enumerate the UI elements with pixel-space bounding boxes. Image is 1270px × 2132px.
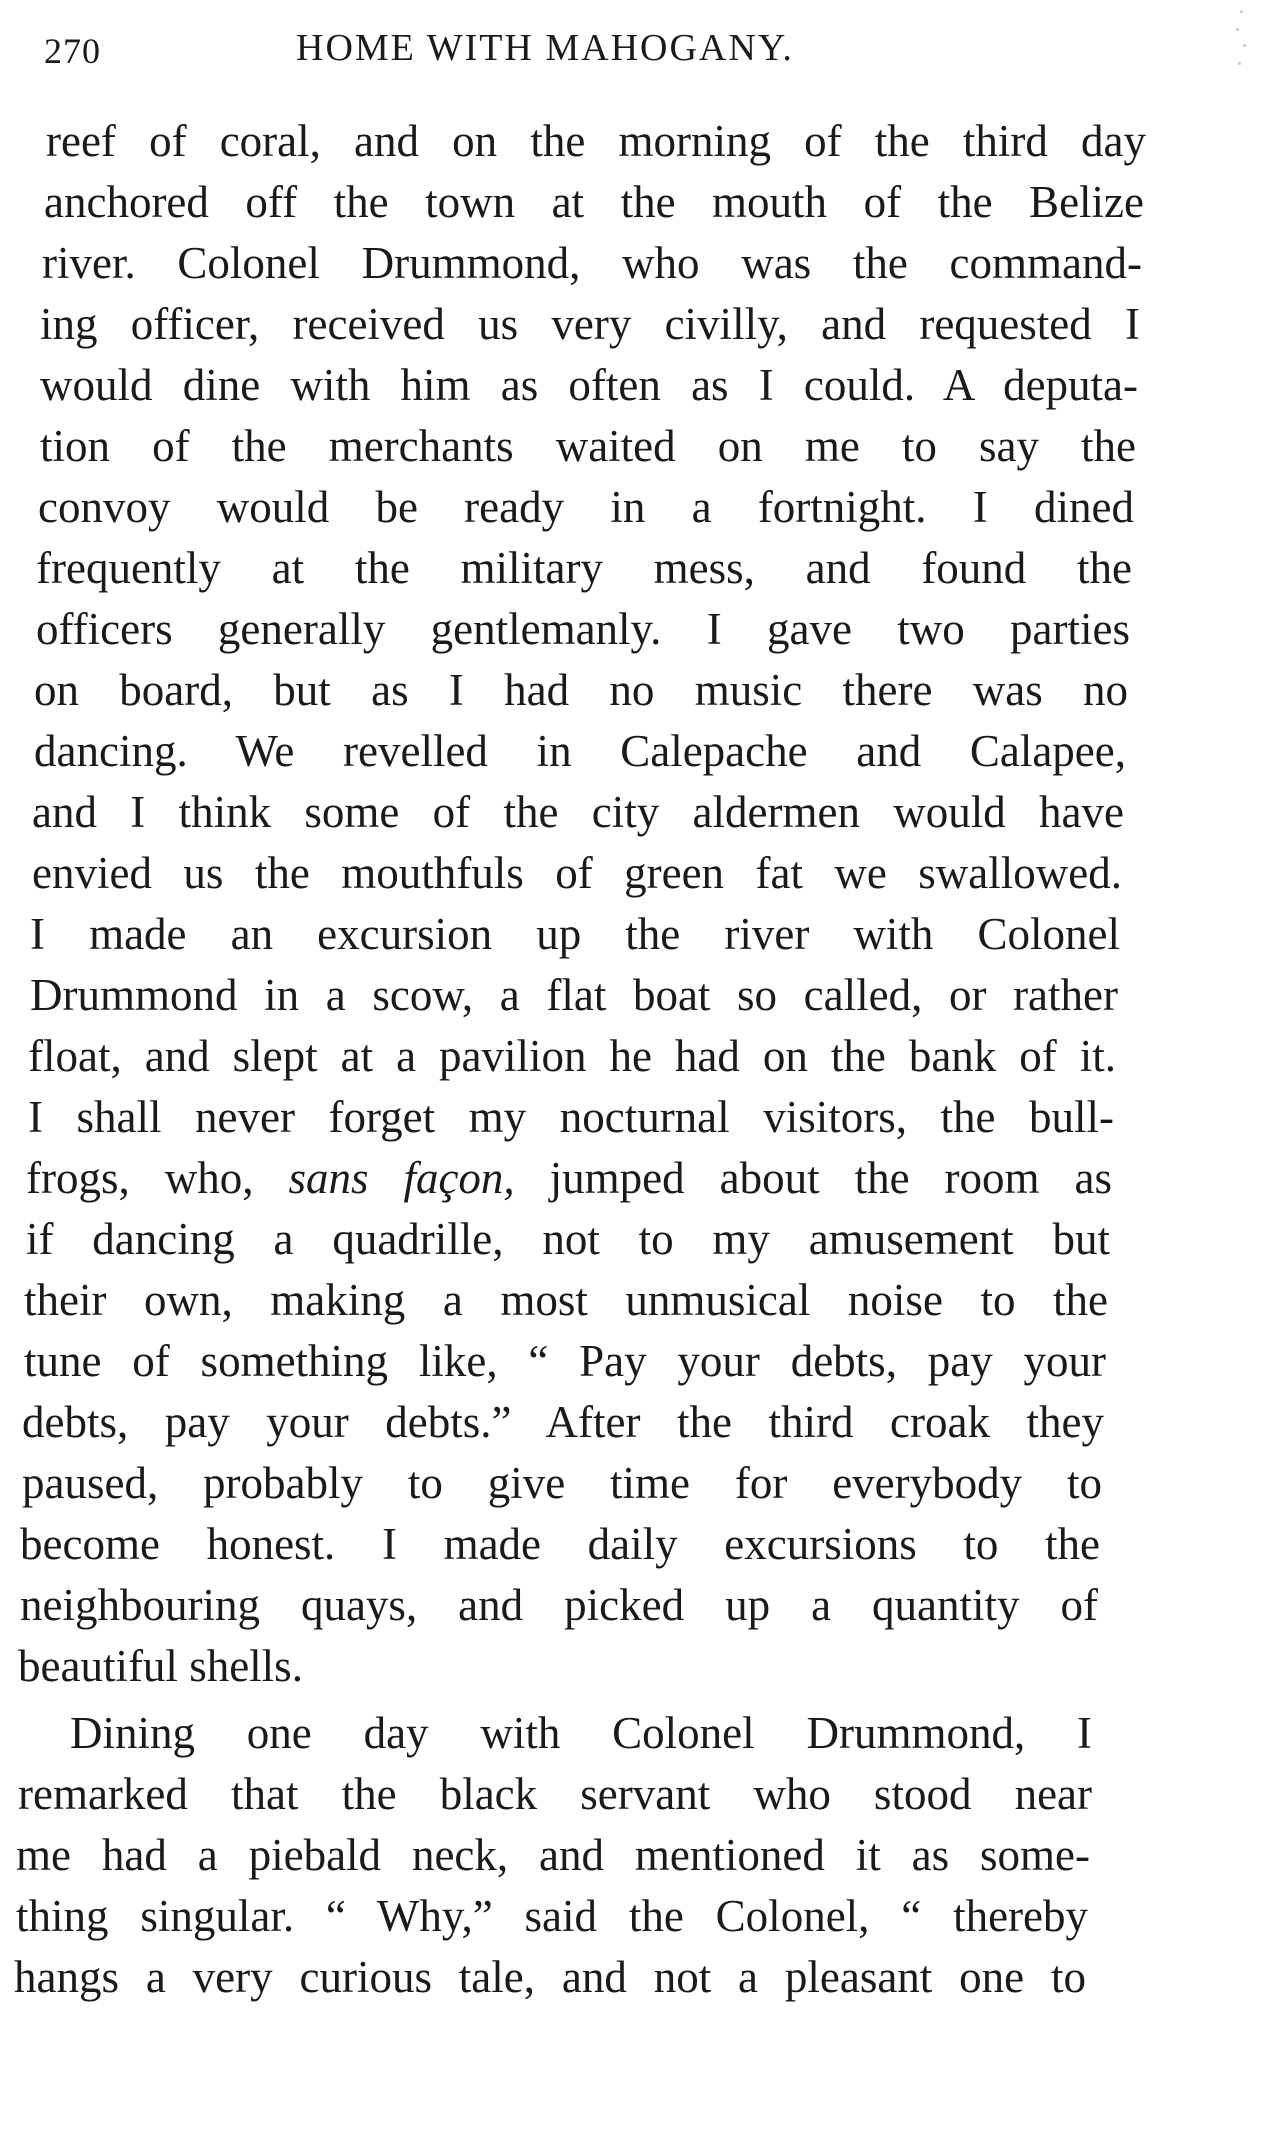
- text-line: become honest. I made daily excursions to the: [20, 1519, 1100, 1569]
- italic-phrase: sans façon,: [288, 1153, 515, 1203]
- running-head: [44, 22, 1124, 82]
- running-title: HOME WITH MAHOGANY.: [296, 27, 794, 69]
- text-line: I made an excursion up the river with Colonel: [30, 909, 1120, 959]
- text-line-italic-phrase: [26, 1147, 1112, 1209]
- text-line: beautiful shells.: [18, 1641, 303, 1691]
- text-line: hangs a very curious tale, and not a pleasant one to: [14, 1952, 1086, 2002]
- paragraph-first-line: Dining one day with Colonel Drummond, I: [70, 1708, 1092, 1758]
- text-line: anchored off the town at the mouth of the Belize: [44, 177, 1144, 227]
- text-segment: jumped about the room as: [514, 1153, 1113, 1203]
- text-line: remarked that the black servant who stood near: [18, 1769, 1092, 1819]
- text-line: ing officer, received us very civilly, and requested I: [40, 299, 1140, 349]
- text-line: envied us the mouthfuls of green fat we swallowed.: [32, 848, 1122, 898]
- text-line: convoy would be ready in a fortnight. I dined: [38, 482, 1134, 532]
- text-line: and I think some of the city aldermen would have: [32, 787, 1124, 837]
- text-line: thing singular. “ Why,” said the Colonel, “ thereby: [16, 1891, 1088, 1941]
- text-segment: frogs, who,: [26, 1153, 289, 1203]
- text-line: me had a piebald neck, and mentioned it as some-: [16, 1830, 1090, 1880]
- text-line: river. Colonel Drummond, who was the command-: [42, 238, 1142, 288]
- text-line: would dine with him as often as I could. A deputa-: [40, 360, 1138, 410]
- text-line: Drummond in a scow, a flat boat so called, or rather: [30, 970, 1118, 1020]
- text-line: paused, probably to give time for everybody to: [22, 1458, 1102, 1508]
- text-line: I shall never forget my nocturnal visitors, the bull-: [28, 1092, 1114, 1142]
- text-line: reef of coral, and on the morning of the third day: [46, 116, 1146, 166]
- text-line: their own, making a most unmusical noise to the: [24, 1275, 1108, 1325]
- text-line: dancing. We revelled in Calepache and Calapee,: [34, 726, 1126, 776]
- page-number: 270: [44, 31, 101, 71]
- text-line: tion of the merchants waited on me to say the: [40, 421, 1136, 471]
- text-line: debts, pay your debts.” After the third croak they: [22, 1397, 1104, 1447]
- paper-specks: [1234, 0, 1252, 80]
- text-line: tune of something like, “ Pay your debts, pay your: [24, 1336, 1106, 1386]
- text-line: float, and slept at a pavilion he had on the bank of it.: [28, 1031, 1116, 1081]
- text-line: on board, but as I had no music there was no: [34, 665, 1128, 715]
- text-line: if dancing a quadrille, not to my amusement but: [26, 1214, 1110, 1264]
- text-line: officers generally gentlemanly. I gave two parties: [36, 604, 1130, 654]
- text-line: frequently at the military mess, and found the: [36, 543, 1132, 593]
- text-line: neighbouring quays, and picked up a quantity of: [20, 1580, 1098, 1630]
